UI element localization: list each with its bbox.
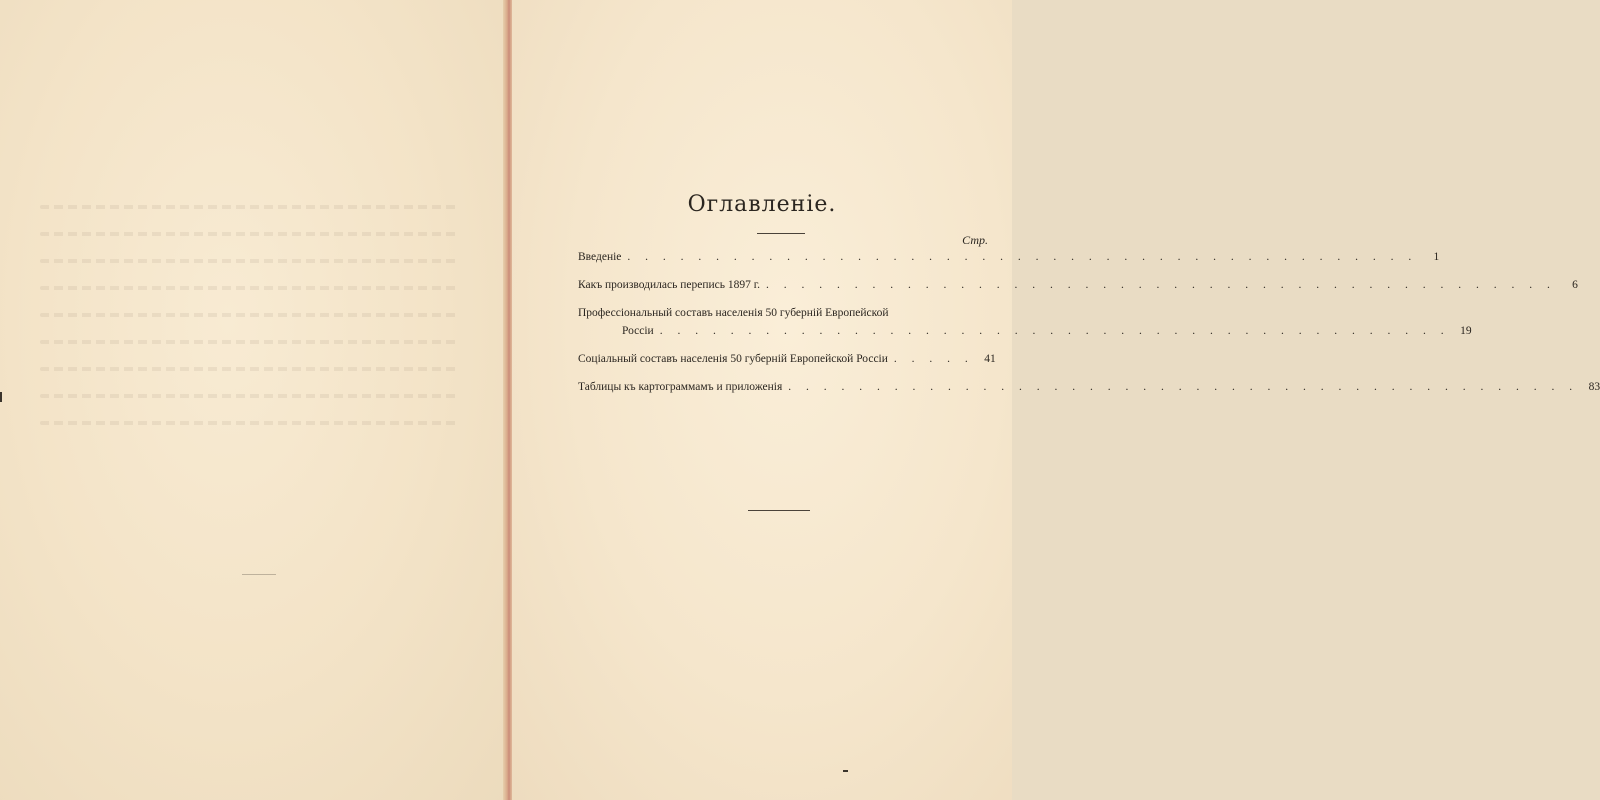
bleed-through-line xyxy=(40,286,460,290)
bleed-through-line xyxy=(40,313,460,317)
page-column-header: Стр. xyxy=(962,233,988,247)
dot-leader: . . . . . . . . . . . . . . . . . . . . . . . . . . . . . . . . . . . . . . . . . . . . . xyxy=(659,325,1450,337)
left-page xyxy=(0,0,508,800)
toc-entry xyxy=(578,304,1472,340)
toc-entry-title: Соціальный составъ населенія 50 губерній Европейской Россіи xyxy=(578,353,888,365)
toc-entry xyxy=(578,276,1578,294)
toc-entry-title: Таблицы къ картограммамъ и приложенія xyxy=(578,381,783,393)
dot-leader: . . . . . . . . . . . . . . . . . . . . . . . . . . . . . . . . . . . . . . . . . . . . . xyxy=(788,381,1579,393)
toc-entry-page: 41 xyxy=(984,353,996,365)
title-rule xyxy=(757,233,805,234)
table-of-contents xyxy=(578,248,1600,406)
toc-entry xyxy=(578,350,996,368)
dot-leader: . . . . . . . . . . . . . . . . . . . . . . . . . . . . . . . . . . . . . . . . . . . . . xyxy=(766,279,1556,291)
toc-entry-title: Какъ производилась перепись 1897 г. xyxy=(578,279,761,291)
toc-entry-title-line2: Россіи xyxy=(622,325,654,337)
edge-mark xyxy=(0,392,2,402)
toc-entry-page: 19 xyxy=(1460,325,1472,337)
left-page-rule xyxy=(242,574,276,575)
toc-entry-title: Введеніе xyxy=(578,251,622,263)
bleed-through-line xyxy=(40,367,460,371)
dot-leader: . . . . . . . . . . . . . . . . . . . . . . . . . . . . . . . . . . . . . . . . . . . . . xyxy=(627,251,1418,263)
paper-speck xyxy=(843,770,848,772)
bleed-through-line xyxy=(40,394,460,398)
toc-entry-page: 83 xyxy=(1588,381,1600,393)
dot-leader: . . . . . xyxy=(893,353,974,365)
toc-entry-title-line1: Профессіональный составъ населенія 50 губерній Европейской xyxy=(578,307,889,319)
bleed-through-line xyxy=(40,232,460,236)
bleed-through-line xyxy=(40,259,460,263)
bleed-through-text xyxy=(40,205,460,448)
toc-title: Оглавленіе. xyxy=(687,192,837,217)
toc-entry xyxy=(578,248,1440,266)
bleed-through-line xyxy=(40,205,460,209)
toc-entry-page: 1 xyxy=(1433,251,1440,263)
bleed-through-line xyxy=(40,421,460,425)
toc-entry-page: 6 xyxy=(1572,279,1578,291)
toc-entry xyxy=(578,378,1600,396)
closing-rule xyxy=(748,510,810,511)
bleed-through-line xyxy=(40,340,460,344)
